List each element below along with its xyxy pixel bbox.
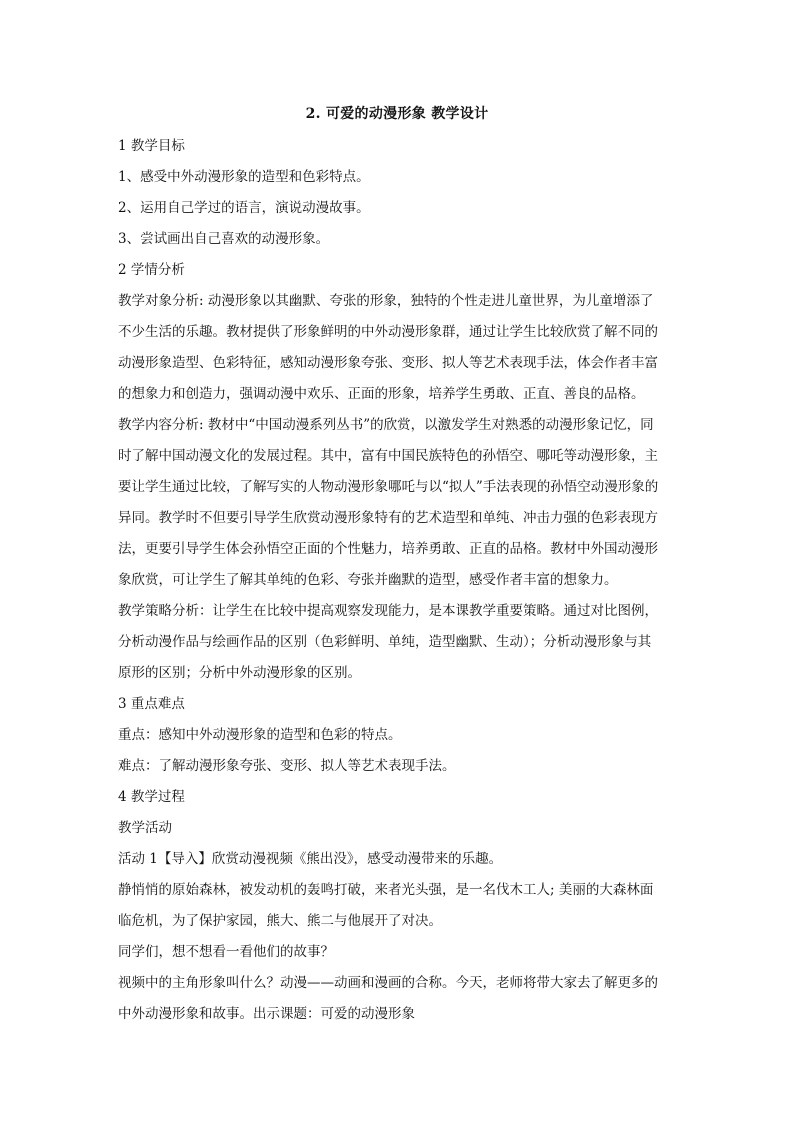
objective-item: 3、尝试画出自己喜欢的动漫形象。: [118, 231, 330, 247]
paragraph-line: 异同。教学时不但要引导学生欣赏动漫形象特有的艺术造型和单纯、冲击力强的色彩表现方: [118, 510, 658, 526]
paragraph-line: 难点：了解动漫形象夸张、变形、拟人等艺术表现手法。: [118, 758, 456, 774]
paragraph-line: 分析动漫作品与绘画作品的区别（色彩鲜明、单纯，造型幽默、生动）；分析动漫形象与其: [118, 634, 652, 650]
paragraph-line: 教学策略分析：让学生在比较中提高观察发现能力，是本课教学重要策略。通过对比图例，: [118, 603, 658, 619]
paragraph-line: 要让学生通过比较，了解写实的人物动漫形象哪吒与以“拟人”手法表现的孙悟空动漫形象的: [118, 479, 659, 495]
paragraph-line: 时了解中国动漫文化的发展过程。其中，富有中国民族特色的孙悟空、哪吒等动漫形象，主: [118, 448, 658, 464]
paragraph-line: 重点：感知中外动漫形象的造型和色彩的特点。: [118, 727, 402, 743]
paragraph-line: 活动 1【导入】欣赏动漫视频《熊出没》，感受动漫带来的乐趣。: [118, 851, 503, 867]
section-heading-key-points: 3 重点难点: [118, 696, 185, 712]
paragraph-line: 同学们，想不想看一看他们的故事？: [118, 944, 334, 960]
paragraph-line: 临危机，为了保护家园，熊大、熊二与他展开了对决。: [118, 913, 442, 929]
section-heading-process: 4 教学过程: [118, 789, 185, 805]
paragraph-line: 教学内容分析: 教材中“中国动漫系列丛书”的欣赏，以激发学生对熟悉的动漫形象记忆，同: [118, 417, 654, 433]
paragraph-line: 视频中的主角形象叫什么？动漫——动画和漫画的合称。今天，老师将带大家去了解更多的: [118, 975, 658, 991]
document-body: [118, 131, 678, 1030]
paragraph-line: 动漫形象造型、色彩特征，感知动漫形象夸张、变形、拟人等艺术表现手法，体会作者丰富: [118, 355, 658, 371]
section-heading-analysis: 2 学情分析: [118, 262, 185, 278]
paragraph-line: 原形的区别；分析中外动漫形象的区别。: [118, 665, 361, 681]
paragraph-line: 的想象力和创造力，强调动漫中欢乐、正面的形象，培养学生勇敢、正直、善良的品格。: [118, 386, 645, 402]
page-title: 2. 可爱的动漫形象 教学设计: [305, 106, 489, 122]
section-heading-objectives: 1 教学目标: [118, 138, 185, 154]
paragraph-line: 象欣赏，可让学生了解其单纯的色彩、夸张并幽默的造型，感受作者丰富的想象力。: [118, 572, 618, 588]
paragraph-line: 法，更要引导学生体会孙悟空正面的个性魅力，培养勇敢、正直的品格。教材中外国动漫形: [118, 541, 658, 557]
objective-item: 1、感受中外动漫形象的造型和色彩特点。: [118, 169, 370, 185]
subheading-activities: 教学活动: [118, 820, 172, 836]
paragraph-line: 不少生活的乐趣。教材提供了形象鲜明的中外动漫形象群，通过让学生比较欣赏了解不同的: [118, 324, 658, 340]
paragraph-line: 静悄悄的原始森林，被发动机的轰鸣打破，来者光头强，是一名伐木工人; 美丽的大森林面: [118, 882, 654, 898]
paragraph-line: 中外动漫形象和故事。出示课题：可爱的动漫形象: [118, 1006, 415, 1022]
paragraph-line: 教学对象分析: 动漫形象以其幽默、夸张的形象，独特的个性走进儿童世界，为儿童增添了: [118, 293, 654, 309]
objective-item: 2、运用自己学过的语言，演说动漫故事。: [118, 200, 370, 216]
